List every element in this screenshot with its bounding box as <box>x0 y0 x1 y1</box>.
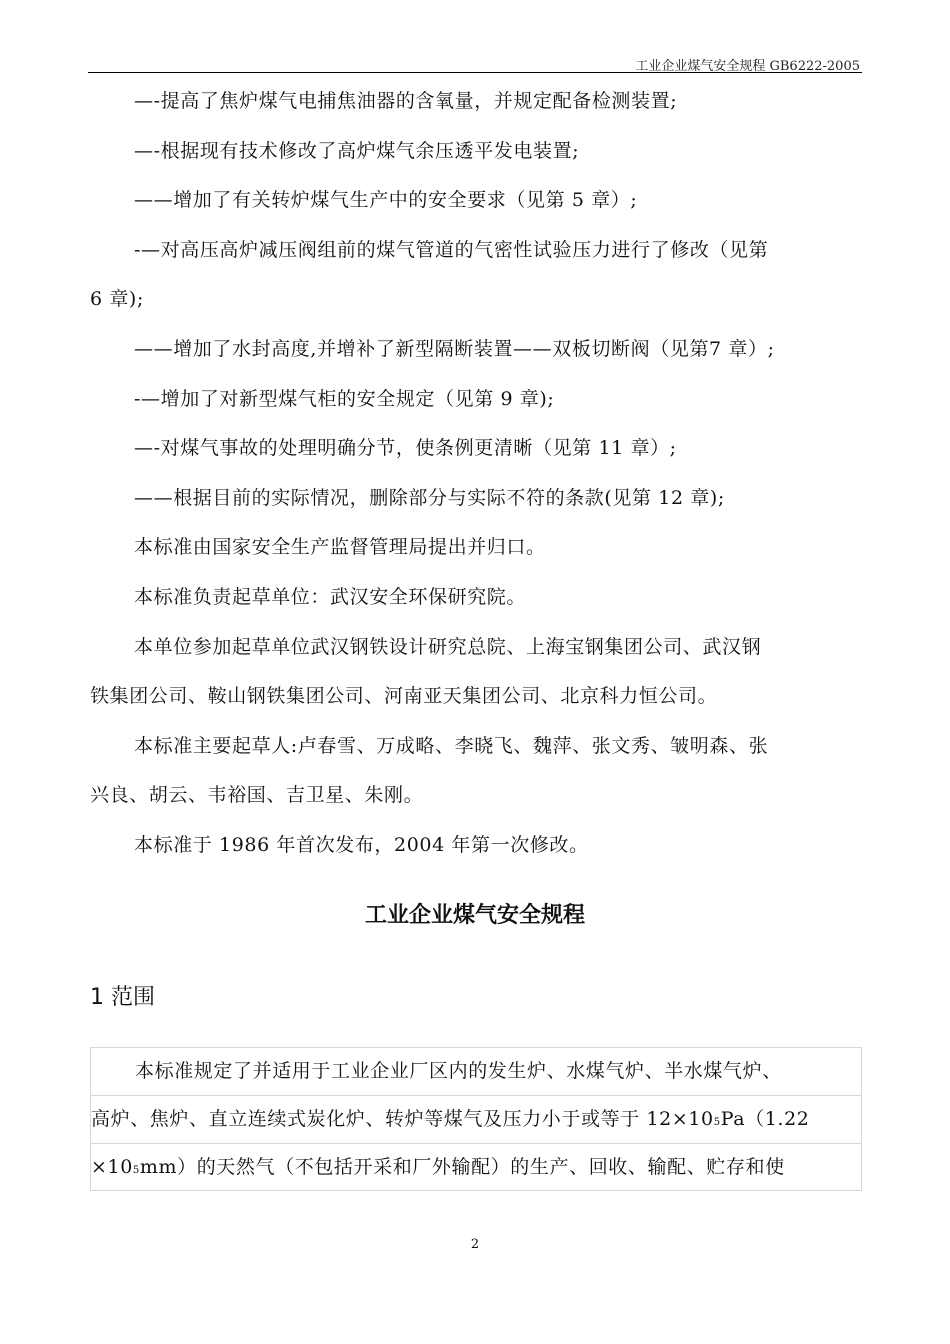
scope-text: mm）的天然气（不包括开采和厂外输配）的生产、回收、输配、贮存和使 <box>139 1156 785 1178</box>
scope-text: 高炉、焦炉、直立连续式炭化炉、转炉等煤气及压力小于或等于 12×10 <box>91 1108 714 1130</box>
body-line: 本标准由国家安全生产监督管理局提出并归口。 <box>134 536 546 559</box>
body-line: -—增加了对新型煤气柜的安全规定（见第 9 章); <box>134 387 555 410</box>
body-line: —-根据现有技术修改了高炉煤气余压透平发电装置; <box>134 139 580 162</box>
scope-text: ×10 <box>91 1156 133 1178</box>
body-line: 兴良、胡云、韦裕国、吉卫星、朱刚。 <box>90 784 424 807</box>
page-number: 2 <box>470 1237 480 1252</box>
body-line: 本标准主要起草人:卢春雪、万成略、李晓飞、魏萍、张文秀、皱明森、张 <box>134 734 769 757</box>
body-line: 6 章); <box>90 288 144 311</box>
body-line: 本单位参加起草单位武汉钢铁设计研究总院、上海宝钢集团公司、武汉钢 <box>134 635 762 658</box>
scope-paragraph <box>90 1047 862 1191</box>
body-line: 本标准负责起草单位：武汉安全环保研究院。 <box>134 585 527 608</box>
foreword-body <box>90 77 862 871</box>
scope-line <box>90 1143 862 1191</box>
body-line: ——增加了有关转炉煤气生产中的安全要求（见第 5 章）; <box>134 189 638 212</box>
body-line: 铁集团公司、鞍山钢铁集团公司、河南亚天集团公司、北京科力恒公司。 <box>90 685 718 708</box>
body-line: ——根据目前的实际情况，删除部分与实际不符的条款(见第 12 章); <box>134 486 725 509</box>
exponent: 5 <box>132 1165 140 1176</box>
body-line: -—对高压高炉减压阀组前的煤气管道的气密性试验压力进行了修改（见第 <box>134 238 769 261</box>
body-line: 本标准于 1986 年首次发布，2004 年第一次修改。 <box>134 833 589 856</box>
header-rule <box>88 72 862 73</box>
body-line: —-提高了焦炉煤气电捕焦油器的含氧量，并规定配备检测装置; <box>134 90 678 112</box>
document-title: 工业企业煤气安全规程 <box>364 903 585 928</box>
body-line: ——增加了水封高度,并增补了新型隔断装置——双板切断阀（见第7 章）; <box>134 337 775 360</box>
scope-line: 本标准规定了并适用于工业企业厂区内的发生炉、水煤气炉、半水煤气炉、 <box>90 1047 862 1095</box>
body-line: —-对煤气事故的处理明确分节，使条例更清晰（见第 11 章）; <box>134 437 677 460</box>
scope-text: Pa（1.22 <box>720 1108 810 1130</box>
section-heading: 1 范围 <box>90 985 155 1010</box>
exponent: 5 <box>713 1117 721 1128</box>
running-header: 工业企业煤气安全规程 GB6222-2005 <box>635 59 860 74</box>
scope-line <box>90 1095 862 1143</box>
